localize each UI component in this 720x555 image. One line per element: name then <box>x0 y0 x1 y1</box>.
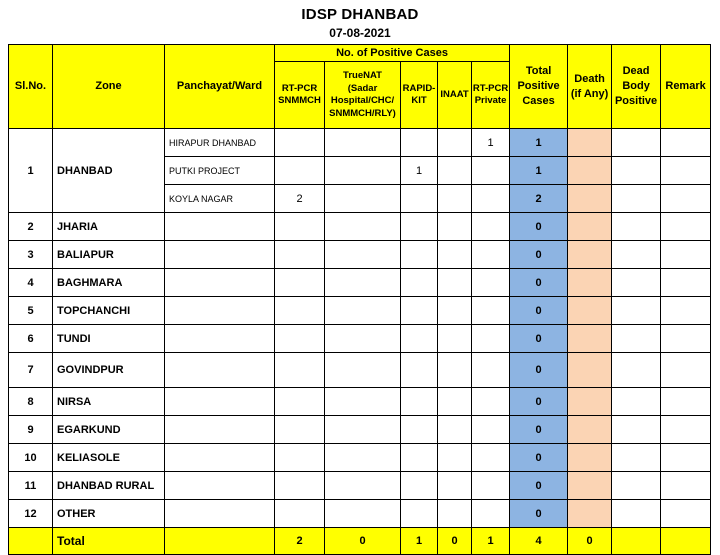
header-death: Death (if Any) <box>568 45 612 129</box>
private-cell <box>472 500 510 528</box>
rapid-cell <box>401 297 438 325</box>
truenat-cell <box>325 269 401 297</box>
inaat-cell <box>438 500 472 528</box>
death-cell <box>568 353 612 388</box>
rtpcr-cell <box>275 416 325 444</box>
truenat-cell <box>325 185 401 213</box>
header-remark: Remark <box>661 45 711 129</box>
header-sl-no: Sl.No. <box>9 45 53 129</box>
rapid-cell <box>401 213 438 241</box>
remark-cell <box>661 472 711 500</box>
death-cell <box>568 416 612 444</box>
remark-cell <box>661 444 711 472</box>
remark-cell <box>661 388 711 416</box>
rtpcr-cell <box>275 353 325 388</box>
zone-cell: TUNDI <box>53 325 165 353</box>
report-date: 07-08-2021 <box>329 26 391 40</box>
totals-truenat: 0 <box>325 528 401 555</box>
dead-body-cell <box>612 129 661 157</box>
rtpcr-cell: 2 <box>275 185 325 213</box>
remark-cell <box>661 325 711 353</box>
table-row <box>9 353 711 388</box>
sl-cell: 2 <box>9 213 53 241</box>
ward-cell <box>165 297 275 325</box>
totals-dead-body <box>612 528 661 555</box>
truenat-cell <box>325 241 401 269</box>
totals-sl-cell <box>9 528 53 555</box>
dead-body-cell <box>612 325 661 353</box>
table-row <box>9 472 711 500</box>
zone-cell: KELIASOLE <box>53 444 165 472</box>
header-zone: Zone <box>53 45 165 129</box>
rapid-cell <box>401 241 438 269</box>
remark-cell <box>661 297 711 325</box>
inaat-cell <box>438 157 472 185</box>
zone-cell: DHANBAD RURAL <box>53 472 165 500</box>
totals-ward-cell <box>165 528 275 555</box>
rapid-cell <box>401 416 438 444</box>
sl-cell: 8 <box>9 388 53 416</box>
ward-cell <box>165 353 275 388</box>
truenat-cell <box>325 325 401 353</box>
header-panchayat: Panchayat/Ward <box>165 45 275 129</box>
ward-cell <box>165 444 275 472</box>
ward-cell: KOYLA NAGAR <box>165 185 275 213</box>
zone-cell: BALIAPUR <box>53 241 165 269</box>
private-cell <box>472 472 510 500</box>
death-cell <box>568 325 612 353</box>
inaat-cell <box>438 416 472 444</box>
truenat-cell <box>325 157 401 185</box>
total-cell: 1 <box>510 157 568 185</box>
death-cell <box>568 241 612 269</box>
private-cell <box>472 157 510 185</box>
report-title: IDSP DHANBAD <box>301 6 419 23</box>
truenat-cell <box>325 353 401 388</box>
rtpcr-cell <box>275 472 325 500</box>
table-row <box>9 416 711 444</box>
remark-cell <box>661 353 711 388</box>
remark-cell <box>661 157 711 185</box>
totals-remark <box>661 528 711 555</box>
truenat-cell <box>325 297 401 325</box>
rtpcr-cell <box>275 157 325 185</box>
death-cell <box>568 269 612 297</box>
ward-cell <box>165 500 275 528</box>
dead-body-cell <box>612 500 661 528</box>
rapid-cell: 1 <box>401 157 438 185</box>
table-row <box>9 388 711 416</box>
total-cell: 0 <box>510 444 568 472</box>
death-cell <box>568 157 612 185</box>
header-positive-group: No. of Positive Cases <box>275 45 510 62</box>
private-cell <box>472 297 510 325</box>
sl-cell: 4 <box>9 269 53 297</box>
table-row <box>9 297 711 325</box>
rapid-cell <box>401 388 438 416</box>
total-cell: 0 <box>510 325 568 353</box>
table-row <box>9 325 711 353</box>
totals-rtpcr: 2 <box>275 528 325 555</box>
truenat-cell <box>325 500 401 528</box>
death-cell <box>568 388 612 416</box>
zone-cell: NIRSA <box>53 388 165 416</box>
sl-cell: 6 <box>9 325 53 353</box>
ward-cell: PUTKI PROJECT <box>165 157 275 185</box>
remark-cell <box>661 185 711 213</box>
remark-cell <box>661 213 711 241</box>
ward-cell <box>165 241 275 269</box>
total-cell: 0 <box>510 269 568 297</box>
rtpcr-cell <box>275 444 325 472</box>
truenat-cell <box>325 416 401 444</box>
remark-cell <box>661 269 711 297</box>
inaat-cell <box>438 269 472 297</box>
ward-cell <box>165 388 275 416</box>
sl-cell: 7 <box>9 353 53 388</box>
totals-rapid: 1 <box>401 528 438 555</box>
truenat-cell <box>325 213 401 241</box>
sl-cell: 5 <box>9 297 53 325</box>
total-cell: 0 <box>510 241 568 269</box>
zone-cell: GOVINDPUR <box>53 353 165 388</box>
remark-cell <box>661 500 711 528</box>
totals-row <box>9 528 711 555</box>
zone-cell: JHARIA <box>53 213 165 241</box>
rtpcr-cell <box>275 297 325 325</box>
ward-cell <box>165 213 275 241</box>
dead-body-cell <box>612 241 661 269</box>
rapid-cell <box>401 444 438 472</box>
ward-cell <box>165 416 275 444</box>
private-cell <box>472 388 510 416</box>
inaat-cell <box>438 444 472 472</box>
header-inaat: INAAT <box>438 62 472 129</box>
death-cell <box>568 500 612 528</box>
ward-cell <box>165 325 275 353</box>
rapid-cell <box>401 325 438 353</box>
table-row <box>9 241 711 269</box>
private-cell <box>472 416 510 444</box>
table-row <box>9 213 711 241</box>
positive-cases-table <box>8 44 711 555</box>
inaat-cell <box>438 472 472 500</box>
rapid-cell <box>401 500 438 528</box>
inaat-cell <box>438 297 472 325</box>
total-cell: 2 <box>510 185 568 213</box>
dead-body-cell <box>612 157 661 185</box>
truenat-cell <box>325 472 401 500</box>
rapid-cell <box>401 129 438 157</box>
header-truenat: TrueNAT (Sadar Hospital/CHC/ SNMMCH/RLY) <box>325 62 401 129</box>
private-cell <box>472 353 510 388</box>
private-cell <box>472 325 510 353</box>
remark-cell <box>661 241 711 269</box>
death-cell <box>568 444 612 472</box>
header-rtpcr-snmmch: RT-PCR SNMMCH <box>275 62 325 129</box>
zone-cell: DHANBAD <box>53 129 165 213</box>
ward-cell <box>165 269 275 297</box>
rapid-cell <box>401 353 438 388</box>
zone-cell: OTHER <box>53 500 165 528</box>
sl-cell: 11 <box>9 472 53 500</box>
table-row <box>9 444 711 472</box>
private-cell: 1 <box>472 129 510 157</box>
truenat-cell <box>325 129 401 157</box>
header-dead-body: Dead Body Positive <box>612 45 661 129</box>
totals-label: Total <box>53 528 165 555</box>
remark-cell <box>661 129 711 157</box>
rapid-cell <box>401 269 438 297</box>
total-cell: 0 <box>510 353 568 388</box>
rtpcr-cell <box>275 269 325 297</box>
sl-cell: 3 <box>9 241 53 269</box>
totals-death: 0 <box>568 528 612 555</box>
table-row <box>9 500 711 528</box>
totals-total: 4 <box>510 528 568 555</box>
rtpcr-cell <box>275 129 325 157</box>
total-cell: 0 <box>510 213 568 241</box>
dead-body-cell <box>612 213 661 241</box>
inaat-cell <box>438 241 472 269</box>
header-rtpcr-private: RT-PCR Private <box>472 62 510 129</box>
truenat-cell <box>325 444 401 472</box>
private-cell <box>472 269 510 297</box>
total-cell: 0 <box>510 388 568 416</box>
remark-cell <box>661 416 711 444</box>
total-cell: 0 <box>510 416 568 444</box>
ward-cell <box>165 472 275 500</box>
dead-body-cell <box>612 444 661 472</box>
private-cell <box>472 444 510 472</box>
dead-body-cell <box>612 388 661 416</box>
inaat-cell <box>438 185 472 213</box>
rtpcr-cell <box>275 241 325 269</box>
sl-cell: 12 <box>9 500 53 528</box>
sl-cell: 1 <box>9 129 53 213</box>
ward-cell: HIRAPUR DHANBAD <box>165 129 275 157</box>
inaat-cell <box>438 213 472 241</box>
rtpcr-cell <box>275 213 325 241</box>
zone-cell: TOPCHANCHI <box>53 297 165 325</box>
table-row <box>9 129 711 157</box>
rtpcr-cell <box>275 325 325 353</box>
truenat-cell <box>325 388 401 416</box>
death-cell <box>568 213 612 241</box>
totals-private: 1 <box>472 528 510 555</box>
dead-body-cell <box>612 269 661 297</box>
total-cell: 0 <box>510 472 568 500</box>
dead-body-cell <box>612 353 661 388</box>
zone-cell: BAGHMARA <box>53 269 165 297</box>
inaat-cell <box>438 129 472 157</box>
dead-body-cell <box>612 472 661 500</box>
death-cell <box>568 129 612 157</box>
inaat-cell <box>438 325 472 353</box>
rtpcr-cell <box>275 388 325 416</box>
death-cell <box>568 185 612 213</box>
total-cell: 1 <box>510 129 568 157</box>
sl-cell: 10 <box>9 444 53 472</box>
sl-cell: 9 <box>9 416 53 444</box>
dead-body-cell <box>612 416 661 444</box>
dead-body-cell <box>612 185 661 213</box>
rapid-cell <box>401 185 438 213</box>
zone-cell: EGARKUND <box>53 416 165 444</box>
total-cell: 0 <box>510 500 568 528</box>
private-cell <box>472 185 510 213</box>
rtpcr-cell <box>275 500 325 528</box>
inaat-cell <box>438 353 472 388</box>
death-cell <box>568 297 612 325</box>
death-cell <box>568 472 612 500</box>
inaat-cell <box>438 388 472 416</box>
rapid-cell <box>401 472 438 500</box>
dead-body-cell <box>612 297 661 325</box>
table-row <box>9 269 711 297</box>
private-cell <box>472 241 510 269</box>
totals-inaat: 0 <box>438 528 472 555</box>
total-cell: 0 <box>510 297 568 325</box>
header-total-positive: Total Positive Cases <box>510 45 568 129</box>
header-rapid-kit: RAPID- KIT <box>401 62 438 129</box>
private-cell <box>472 213 510 241</box>
